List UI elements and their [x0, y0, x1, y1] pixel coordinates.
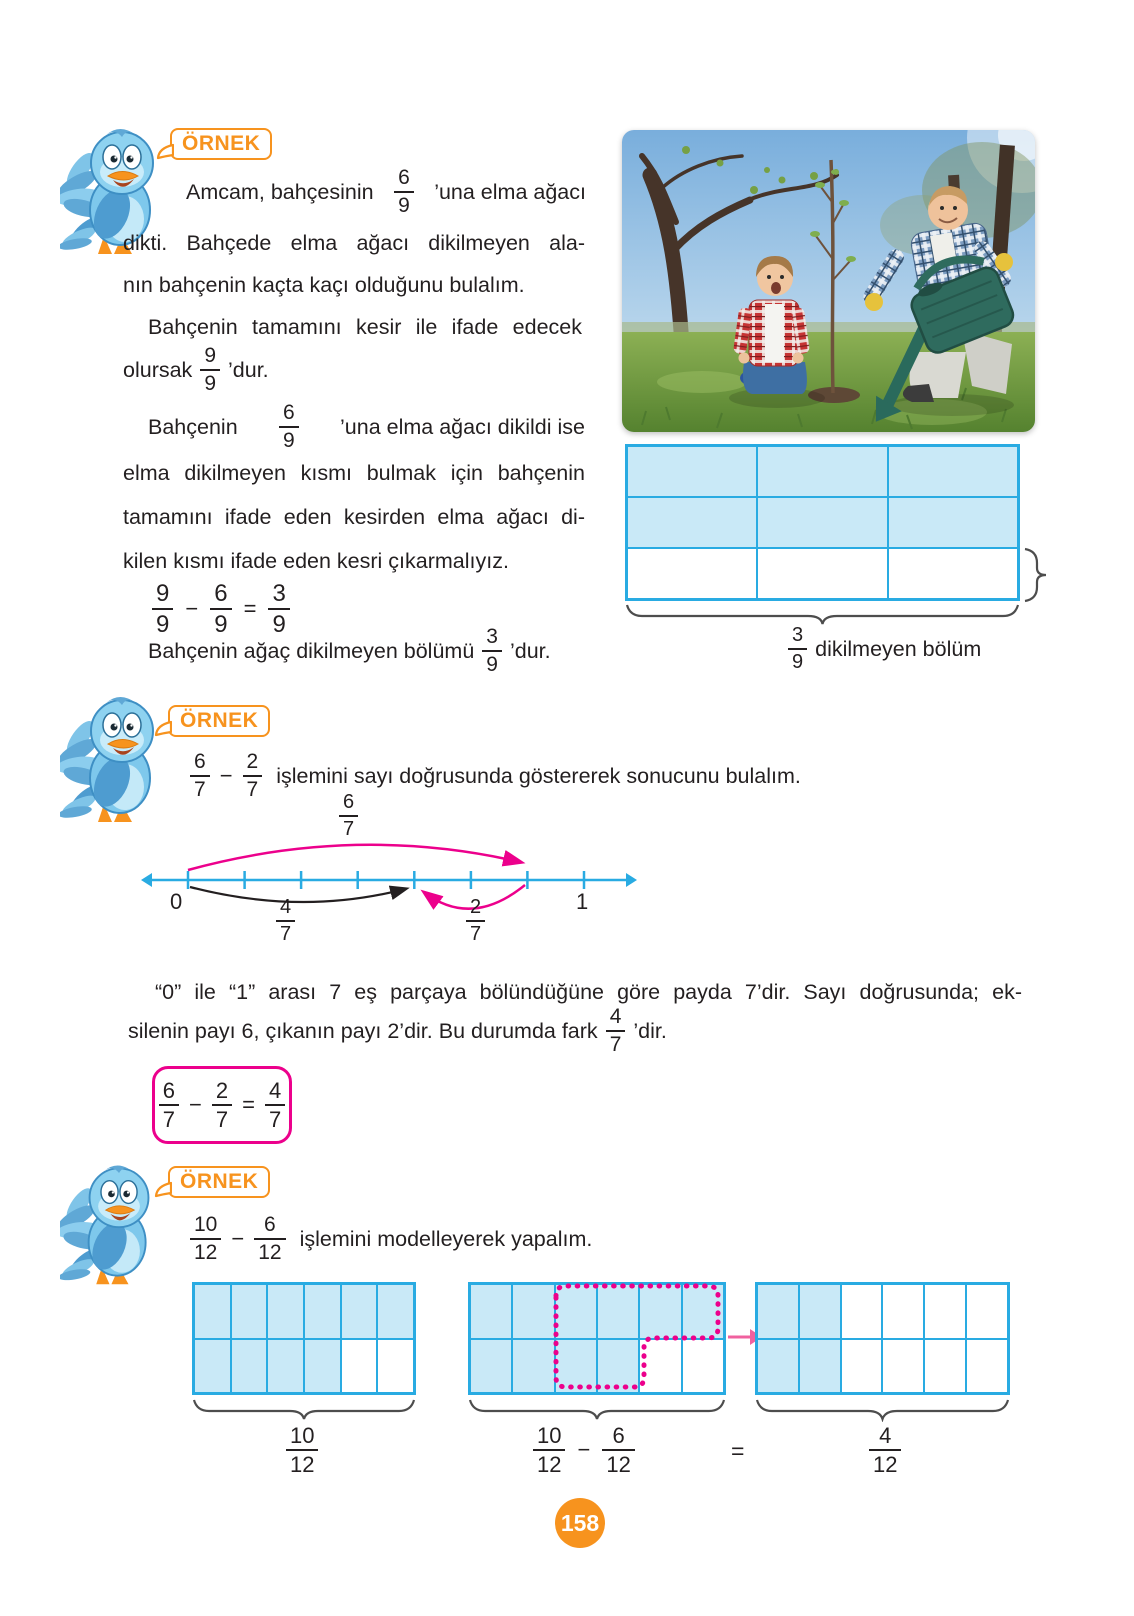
grid-cell: [882, 1339, 924, 1394]
numberline-one: 1: [576, 889, 589, 914]
ornek-badge: [168, 1166, 270, 1198]
model-label-subtraction: [533, 1424, 635, 1476]
minus-sign: −: [577, 1437, 591, 1463]
number-line: [140, 790, 640, 950]
dashed-subtraction-outline: [468, 1282, 726, 1395]
page-number-badge: [555, 1498, 605, 1548]
speech-tail-icon: [154, 1181, 172, 1198]
equals-sign: =: [242, 1092, 255, 1117]
grid-cell-shaded: [267, 1284, 304, 1339]
grid-cell-shaded: [627, 497, 757, 548]
grid-cell: [888, 548, 1018, 599]
model-grid-3: [755, 1282, 1010, 1395]
grid-cell-shaded: [757, 1284, 799, 1339]
equals-sign: =: [243, 596, 257, 621]
paragraph-line: elma dikilmeyen kısmı bulmak için bahçenin: [123, 461, 585, 485]
numberline-label-4-7: 4 7: [276, 897, 295, 945]
text: ’dir.: [633, 1018, 667, 1043]
grid-cell-shaded: [304, 1339, 341, 1394]
grid-cell: [341, 1339, 378, 1394]
grid-cell: [841, 1284, 883, 1339]
grid-cell: [882, 1284, 924, 1339]
paragraph-line: kilen kısmı ifade eden kesri çıkarmalıyız.: [123, 549, 509, 573]
fraction: $\frac{2}{7}$: [212, 1079, 232, 1131]
fraction-10-12: $\frac{10}{12}$: [190, 1214, 221, 1264]
minus-sign: −: [185, 596, 199, 621]
ornek-badge-label: ÖRNEK: [180, 1170, 259, 1193]
fraction: $\frac{10}{12}$: [533, 1424, 565, 1476]
grid-cell-shaded: [757, 446, 887, 497]
speech-tail-icon: [156, 143, 174, 160]
paragraph-line: dikti. Bahçede elma ağacı dikilmeyen ala-: [123, 231, 585, 255]
text: ’una elma ağacı: [434, 179, 586, 204]
fraction-6-7: $\frac{6}{7}$: [190, 751, 210, 801]
fraction: $\frac{6}{12}$: [602, 1424, 634, 1476]
text: Bahçenin: [148, 414, 238, 439]
model-brace-1: [192, 1398, 416, 1422]
numberline-label-2-7: 2 7: [466, 897, 485, 945]
grid-cell: [924, 1339, 966, 1394]
grid-cell: [966, 1339, 1008, 1394]
grid-cell: [757, 548, 887, 599]
model-grid-1: [192, 1282, 416, 1395]
bird-mascot: [60, 1155, 160, 1288]
grid-cell: [627, 548, 757, 599]
caption-text: dikilmeyen bölüm: [815, 636, 982, 661]
numberline-zero: 0: [170, 889, 183, 914]
model-label-4-12: 4 12: [869, 1424, 901, 1476]
paragraph-line: nın bahçenin kaçta kaçı olduğunu bulalım.: [123, 273, 525, 297]
grid-cell-shaded: [194, 1284, 231, 1339]
grid-cell: [966, 1284, 1008, 1339]
tree-planting-photo: [622, 130, 1035, 432]
intro-line: [190, 1208, 592, 1270]
ornek-badge: [170, 128, 272, 160]
minus-sign: −: [189, 1092, 202, 1117]
grid-cell-shaded: [799, 1284, 841, 1339]
grid-cell-shaded: [231, 1284, 268, 1339]
intro-text: işlemini sayı doğrusunda göstererek sonucunu bulalım.: [276, 763, 801, 788]
paragraph-line: “0” ile “1” arası 7 eş parçaya bölündüğüne göre payda 7’dir. Sayı doğrusunda; ek-: [155, 980, 1022, 1004]
ornek-badge-label: ÖRNEK: [182, 132, 261, 155]
text: ’dur.: [228, 357, 269, 382]
text: olursak: [123, 357, 193, 382]
arc-4-7: [190, 887, 405, 902]
grid-cell-shaded: [757, 497, 887, 548]
text: ’dur.: [509, 638, 551, 663]
paragraph-line: Bahçenin tamamını kesir ile ifade edecek: [148, 315, 582, 339]
grid-cell-shaded: [231, 1339, 268, 1394]
grid-cell-shaded: [627, 446, 757, 497]
grid-cell-shaded: [341, 1284, 378, 1339]
paragraph-line: [123, 340, 269, 400]
minus-sign: −: [231, 1226, 245, 1251]
intro-text: işlemini modelleyerek yapalım.: [299, 1226, 593, 1251]
fraction: $\frac{4}{7}$: [265, 1079, 285, 1131]
arc-6-7: [188, 845, 520, 870]
paragraph-line: tamamını ifade eden kesirden elma ağacı di-: [123, 505, 585, 529]
fraction-4-7: $\frac{4}{7}$: [606, 1006, 626, 1056]
ornek-badge: [168, 705, 270, 737]
result-equation-box: [152, 1066, 292, 1144]
numberline-top-label: 6 7: [339, 792, 358, 840]
grid-cell: [841, 1339, 883, 1394]
fraction-3-9: $\frac{3}{9}$: [788, 625, 807, 673]
garden-fraction-grid: [625, 444, 1020, 601]
grid-cell-shaded: [888, 497, 1018, 548]
fraction-3-9: $\frac{3}{9}$: [482, 626, 502, 676]
ornek-badge-label: ÖRNEK: [180, 709, 259, 732]
grid-cell-shaded: [377, 1284, 414, 1339]
grid-cell-shaded: [888, 446, 1018, 497]
fraction-2-7: $\frac{2}{7}$: [243, 751, 263, 801]
grid-cell-shaded: [757, 1339, 799, 1394]
text: Amcam, bahçesinin: [186, 179, 374, 204]
grid-caption: [788, 620, 981, 678]
grid-cell: [924, 1284, 966, 1339]
text: silenin payı 6, çıkanın payı 2’dir. Bu durumda fark: [128, 1018, 598, 1043]
grid-cell-shaded: [194, 1339, 231, 1394]
minus-sign: −: [219, 763, 233, 788]
speech-tail-icon: [154, 720, 172, 737]
fraction: $\frac{6}{9}$: [210, 581, 231, 637]
equals-sign: =: [731, 1438, 745, 1464]
fraction-6-12: $\frac{6}{12}$: [254, 1214, 285, 1264]
right-brace: [1022, 547, 1050, 603]
fraction-6-9: $\frac{6}{9}$: [394, 167, 414, 217]
paragraph-line: [148, 397, 585, 457]
paragraph-line: [128, 1000, 667, 1062]
fraction-6-9: $\frac{6}{9}$: [279, 402, 299, 452]
paragraph-line: [148, 621, 551, 681]
fraction-9-9: $\frac{9}{9}$: [200, 345, 220, 395]
text: ’una elma ağacı dikildi ise: [340, 414, 585, 439]
fraction: $\frac{3}{9}$: [268, 581, 289, 637]
fraction: $\frac{6}{7}$: [159, 1079, 179, 1131]
grid-cell: [377, 1339, 414, 1394]
page-number: 158: [560, 1509, 600, 1536]
fraction: $\frac{9}{9}$: [152, 581, 173, 637]
grid-cell-shaded: [267, 1339, 304, 1394]
text: Bahçenin ağaç dikilmeyen bölümü: [148, 638, 475, 663]
model-brace-2: [468, 1398, 726, 1422]
grid-cell-shaded: [799, 1339, 841, 1394]
model-brace-3: [755, 1398, 1010, 1422]
model-label-10-12: 10 12: [286, 1424, 318, 1476]
paragraph-line: [186, 162, 586, 222]
grid-cell-shaded: [304, 1284, 341, 1339]
